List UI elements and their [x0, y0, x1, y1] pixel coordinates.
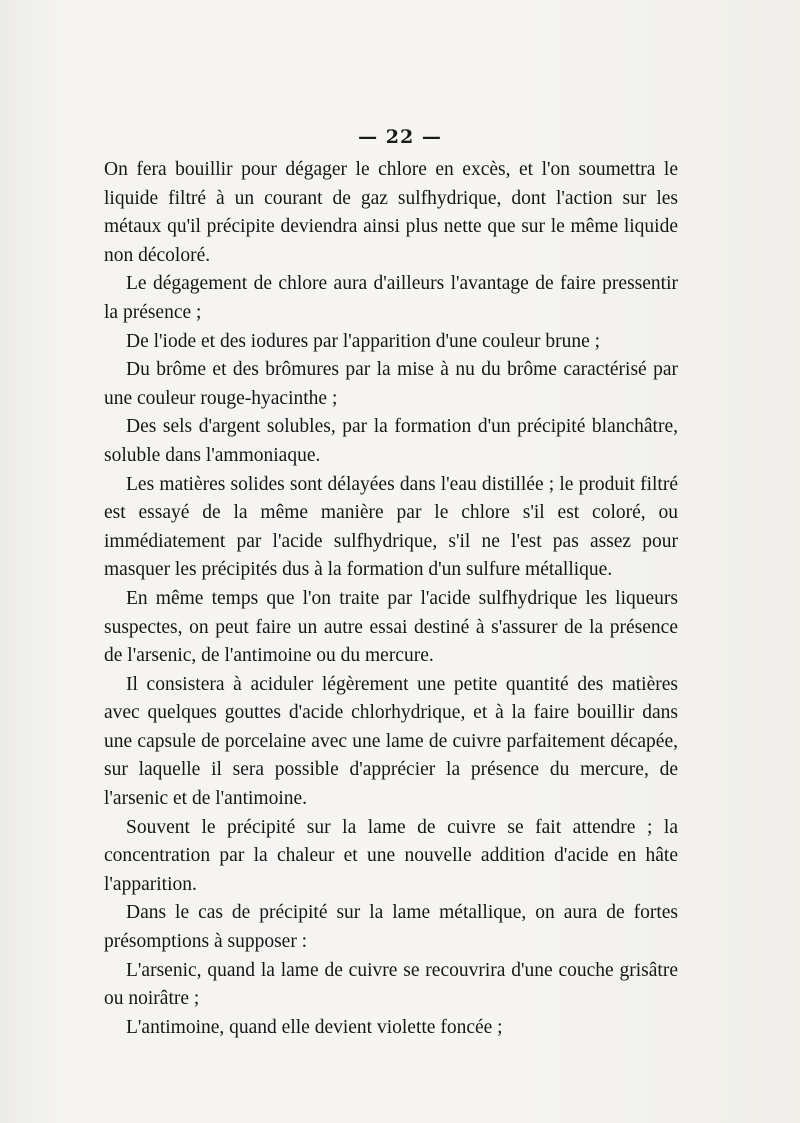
paragraph: Il consistera à aciduler légèrement une petite quantité des matières avec quelques gouttes d'acide chlorhydrique, et à la faire bouillir dans une capsule de porcelaine avec une lame de cuivre parfaitement décapée, sur laquelle il sera possible d'apprécier la présence du mercure, de l'arsenic et de l'antimoine. — [104, 673, 678, 810]
paragraph: Du brôme et des brômures par la mise à nu du brôme caractérisé par une couleur rouge-hyacinthe ; — [104, 359, 678, 409]
paragraph: Souvent le précipité sur la lame de cuivre se fait attendre ; la concentration par la chaleur et une nouvelle addition d'acide en hâte l'apparition. — [104, 816, 678, 895]
body-text — [104, 156, 678, 1042]
paragraph: L'arsenic, quand la lame de cuivre se recouvrira d'une couche grisâtre ou noirâtre ; — [104, 959, 678, 1010]
paragraph: Le dégagement de chlore aura d'ailleurs l'avantage de faire pressentir la présence ; — [104, 273, 678, 323]
paragraph: L'antimoine, quand elle devient violette foncée ; — [126, 1016, 503, 1038]
paragraph: De l'iode et des iodures par l'apparition d'une couleur brune ; — [126, 330, 601, 352]
paragraph: En même temps que l'on traite par l'acide sulfhydrique les liqueurs suspectes, on peut faire un autre essai destiné à s'assurer de la présence de l'arsenic, de l'antimoine ou du mercure. — [104, 587, 678, 667]
paragraph: Dans le cas de précipité sur la lame métallique, on aura de fortes présomptions à supposer : — [104, 902, 678, 953]
paragraph: On fera bouillir pour dégager le chlore en excès, et l'on soumettra le liquide filtré à un courant de gaz sulfhydrique, dont l'action sur les métaux qu'il précipite deviendra ainsi plus nette que sur le même liquide non décoloré. — [104, 159, 678, 266]
paragraph: Des sels d'argent solubles, par la formation d'un précipité blanchâtre, soluble dans l'ammoniaque. — [104, 416, 678, 466]
paragraph: Les matières solides sont délayées dans l'eau distillée ; le produit filtré est essayé de la même manière par le chlore s'il est coloré, ou immédiatement par l'acide sulfhydrique, s'il ne l'est pas assez pour masquer les précipités dus à la formation d'un sulfure métallique. — [104, 473, 678, 581]
page-number: — 22 — — [358, 126, 442, 148]
